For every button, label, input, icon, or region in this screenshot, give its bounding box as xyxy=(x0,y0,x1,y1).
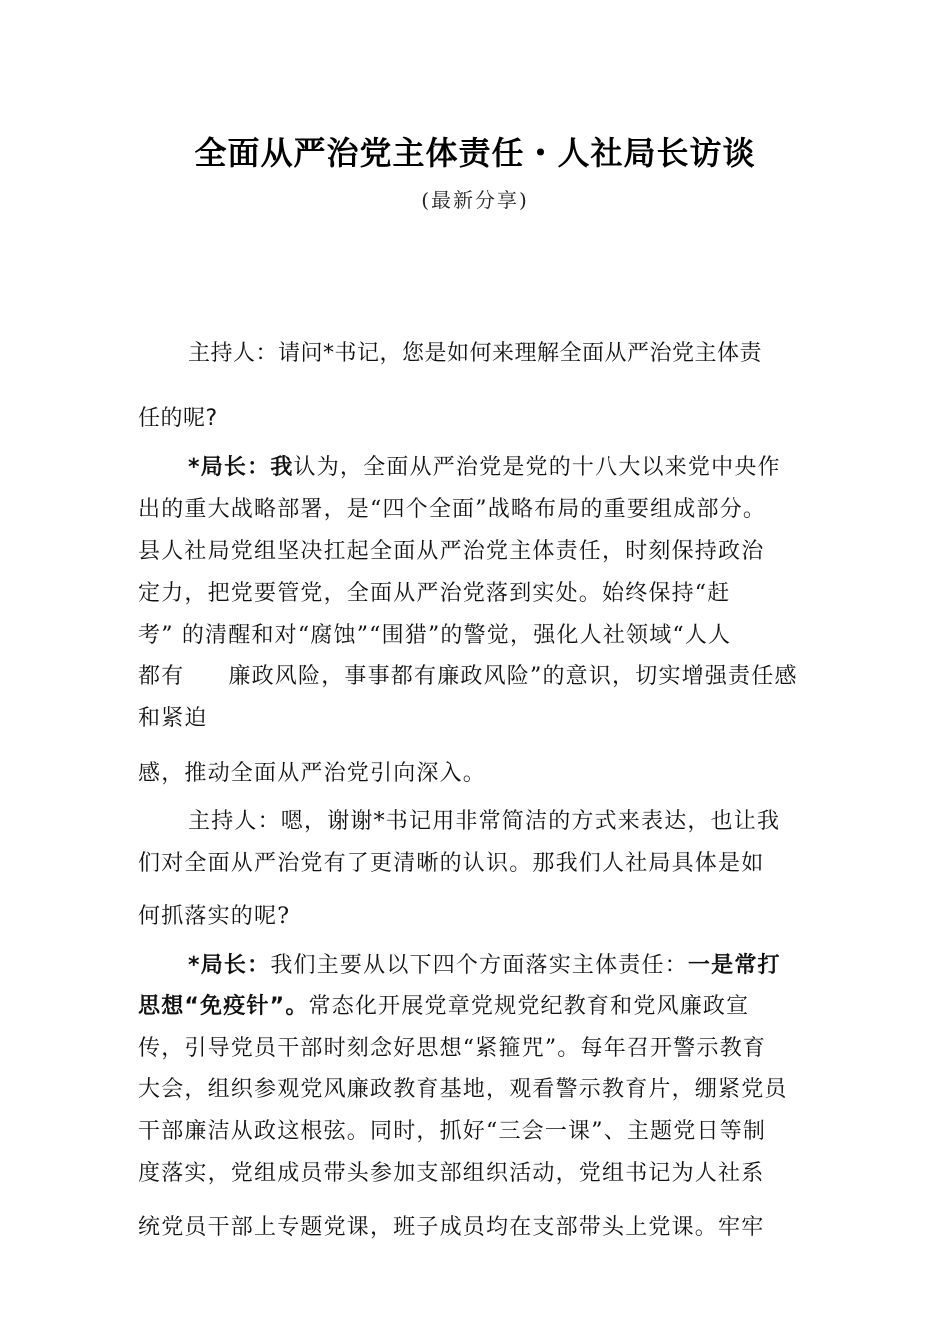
answer-1-line-6-part-b: 廉政风险，事事都有廉政风险”的意识，切实增强责任感 xyxy=(228,664,798,689)
answer-2-line-5: 干部廉洁从政这根弦。同时，抓好“三会一课”、主题党日等制 xyxy=(138,1119,767,1144)
answer-1-line-7: 和紧迫 xyxy=(138,706,208,731)
answer-1-line-6 xyxy=(138,663,798,691)
answer-1-line-6-part-a: 都有 xyxy=(138,664,185,689)
answer-1-line-3: 县人社局党组坚决扛起全面从严治党主体责任，时刻保持政治 xyxy=(138,539,765,564)
answer-2-line-2 xyxy=(138,993,749,1021)
answer-1-line-5: 考” 的清醒和对“腐蚀”“围猎”的警觉，强化人社领域“人人 xyxy=(138,623,732,648)
answer-2-speaker: *局长： xyxy=(188,953,271,978)
host-question-2-line-3: 何抓落实的呢? xyxy=(138,904,291,929)
document-subtitle: (最新分享) xyxy=(421,188,529,212)
host-question-2-line-2: 们对全面从严治党有了更清晰的认识。那我们人社局具体是如 xyxy=(138,851,765,876)
answer-2-line-1 xyxy=(188,952,781,980)
host-question-1-line-1: 主持人：请问*书记，您是如何来理解全面从严治党主体责 xyxy=(188,341,763,366)
answer-1-line-8: 感，推动全面从严治党引向深入。 xyxy=(138,761,487,786)
host-question-2-line-1: 主持人：嗯，谢谢*书记用非常简洁的方式来表达，也让我 xyxy=(188,809,781,834)
answer-2-line-3: 传，引导党员干部时刻念好思想“紧箍咒”。每年召开警示教育 xyxy=(138,1036,767,1061)
answer-1-line-2: 出的重大战略部署，是“四个全面”战略布局的重要组成部分。 xyxy=(138,497,767,522)
answer-1-line-4: 定力，把党要管党，全面从严治党落到实处。始终保持“赶 xyxy=(138,581,731,606)
answer-2-line-6: 度落实，党组成员带头参加支部组织活动，党组书记为人社系 xyxy=(138,1161,765,1186)
answer-1-line-1 xyxy=(188,454,781,482)
answer-2-line-7: 统党员干部上专题党课，班子成员均在支部带头上党课。牢牢 xyxy=(138,1215,765,1240)
answer-1-speaker: *局长： xyxy=(188,455,271,480)
answer-2-line-4: 大会，组织参观党风廉政教育基地，观看警示教育片，绷紧党员 xyxy=(138,1077,788,1102)
answer-2-line-2-text: 常态化开展党章党规党纪教育和党风廉政宣 xyxy=(308,994,750,1019)
answer-1-bold-lead: 我 xyxy=(270,455,294,480)
answer-2-line-2-bold: 思想“免疫针”。 xyxy=(138,994,309,1019)
host-question-1-line-2: 任的呢? xyxy=(138,406,218,431)
document-title: 全面从严治党主体责任・人社局长访谈 xyxy=(194,134,756,172)
answer-1-line-1-text: 认为，全面从严治党是党的十八大以来党中央作 xyxy=(293,455,781,480)
answer-2-bold-tail: 一是常打 xyxy=(687,953,781,978)
answer-2-line-1-text: 我们主要从以下四个方面落实主体责任： xyxy=(270,953,688,978)
